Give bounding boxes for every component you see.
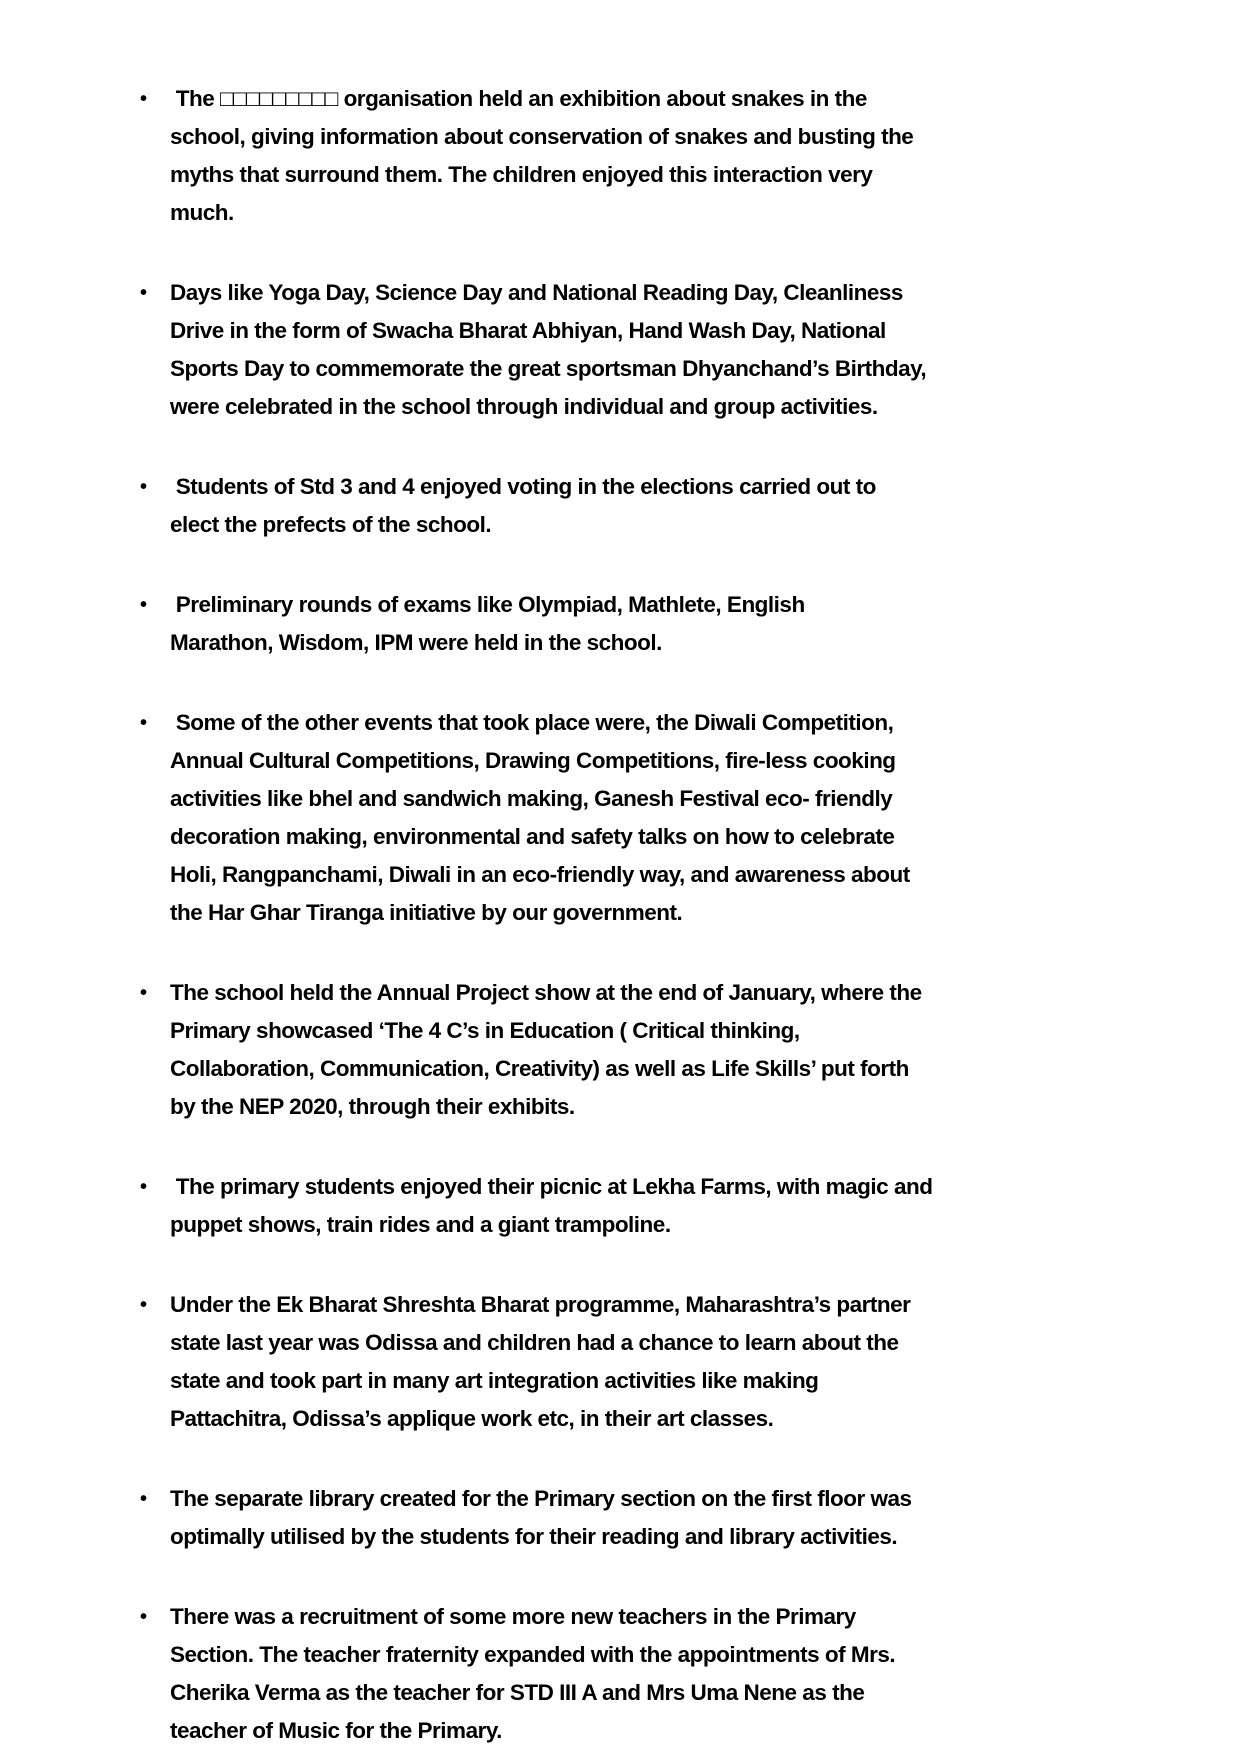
bullet-line: Under the Ek Bharat Shreshta Bharat programme, Maharashtra’s partner	[170, 1292, 911, 1317]
bullet-line: Sports Day to commemorate the great sportsman Dhyanchand’s Birthday,	[170, 356, 927, 381]
bullet-item	[140, 274, 1120, 426]
bullet-item	[140, 80, 1120, 232]
bullet-line: school, giving information about conservation of snakes and busting the	[170, 124, 914, 149]
bullet-marker-icon: •	[140, 594, 148, 616]
bullet-text	[170, 80, 990, 232]
bullet-line: Marathon, Wisdom, IPM were held in the school.	[170, 630, 662, 655]
bullet-marker-icon: •	[140, 476, 148, 498]
bullet-line: the Har Ghar Tiranga initiative by our government.	[170, 900, 683, 925]
bullet-marker-icon: •	[140, 88, 148, 110]
bullet-item	[140, 586, 1120, 662]
bullet-marker-icon: •	[140, 1176, 148, 1198]
bullet-marker-icon: •	[140, 282, 148, 304]
bullet-line: Collaboration, Communication, Creativity) as well as Life Skills’ put forth	[170, 1056, 909, 1081]
bullet-line: Primary showcased ‘The 4 C’s in Education ( Critical thinking,	[170, 1018, 800, 1043]
bullet-line: Drive in the form of Swacha Bharat Abhiyan, Hand Wash Day, National	[170, 318, 886, 343]
bullet-line: Preliminary rounds of exams like Olympiad, Mathlete, English	[170, 592, 805, 617]
bullet-item	[140, 1480, 1120, 1556]
bullet-line: state last year was Odissa and children had a chance to learn about the	[170, 1330, 899, 1355]
bullet-marker-icon: •	[140, 1294, 148, 1316]
bullet-marker-icon: •	[140, 712, 148, 734]
bullet-line: optimally utilised by the students for their reading and library activities.	[170, 1524, 898, 1549]
bullet-text	[170, 704, 990, 932]
bullet-line: Annual Cultural Competitions, Drawing Competitions, fire-less cooking	[170, 748, 896, 773]
bullet-text	[170, 974, 990, 1126]
bullet-line: teacher of Music for the Primary.	[170, 1718, 502, 1743]
bullet-line: puppet shows, train rides and a giant trampoline.	[170, 1212, 671, 1237]
bullet-marker-icon: •	[140, 1606, 148, 1628]
bullet-item	[140, 1598, 1120, 1750]
bullet-line: activities like bhel and sandwich making, Ganesh Festival eco- friendly	[170, 786, 893, 811]
bullet-line: Some of the other events that took place were, the Diwali Competition,	[170, 710, 894, 735]
bullet-line: elect the prefects of the school.	[170, 512, 492, 537]
bullet-line: were celebrated in the school through individual and group activities.	[170, 394, 878, 419]
bullet-line: Section. The teacher fraternity expanded with the appointments of Mrs.	[170, 1642, 896, 1667]
bullet-item	[140, 1286, 1120, 1438]
bullet-line: Students of Std 3 and 4 enjoyed voting in the elections carried out to	[170, 474, 876, 499]
bullet-text	[170, 1598, 990, 1750]
bullet-line: by the NEP 2020, through their exhibits.	[170, 1094, 575, 1119]
bullet-line: Cherika Verma as the teacher for STD III A and Mrs Uma Nene as the	[170, 1680, 865, 1705]
bullet-text	[170, 468, 990, 544]
bullet-line: The school held the Annual Project show at the end of January, where the	[170, 980, 922, 1005]
bullet-marker-icon: •	[140, 982, 148, 1004]
bullet-item	[140, 974, 1120, 1126]
bullet-text	[170, 1168, 990, 1244]
bullet-line: Pattachitra, Odissa’s applique work etc, in their art classes.	[170, 1406, 774, 1431]
bullet-item	[140, 704, 1120, 932]
bullet-text	[170, 1286, 990, 1438]
bullet-line: much.	[170, 200, 234, 225]
bullet-line: The primary students enjoyed their picnic at Lekha Farms, with magic and	[170, 1174, 933, 1199]
bullet-line: state and took part in many art integration activities like making	[170, 1368, 819, 1393]
bullet-text	[170, 274, 990, 426]
bullet-line: decoration making, environmental and safety talks on how to celebrate	[170, 824, 895, 849]
bullet-line: There was a recruitment of some more new teachers in the Primary	[170, 1604, 856, 1629]
bullet-text	[170, 586, 990, 662]
bullet-item	[140, 1168, 1120, 1244]
bullet-line: myths that surround them. The children enjoyed this interaction very	[170, 162, 873, 187]
bullet-line: The □□□□□□□□□ organisation held an exhibition about snakes in the	[170, 86, 867, 111]
bullet-line: Holi, Rangpanchami, Diwali in an eco-friendly way, and awareness about	[170, 862, 910, 887]
bullet-list	[140, 80, 1120, 1750]
bullet-item	[140, 468, 1120, 544]
bullet-text	[170, 1480, 990, 1556]
bullet-line: The separate library created for the Primary section on the first floor was	[170, 1486, 912, 1511]
bullet-marker-icon: •	[140, 1488, 148, 1510]
bullet-line: Days like Yoga Day, Science Day and National Reading Day, Cleanliness	[170, 280, 903, 305]
